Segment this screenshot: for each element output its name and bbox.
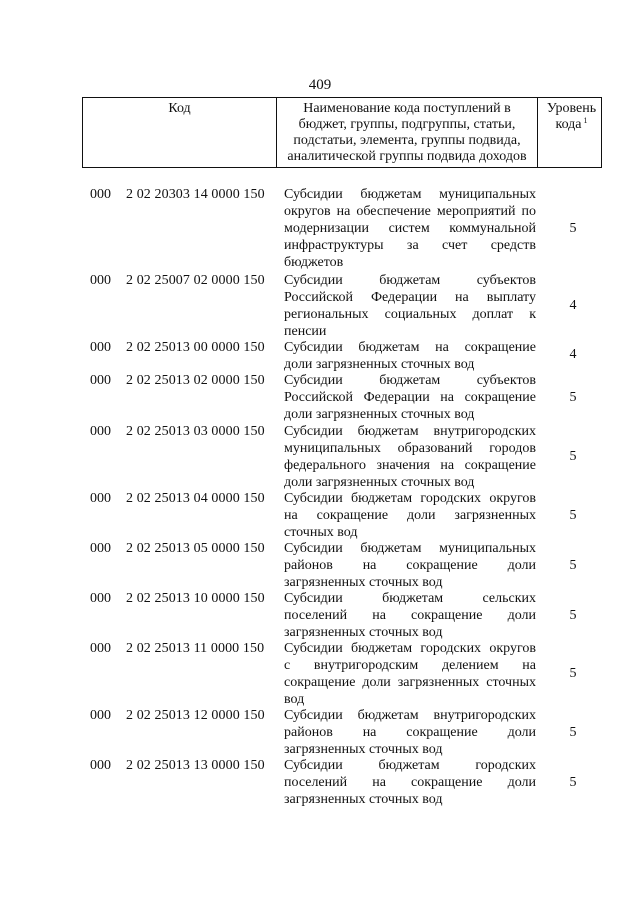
row-admin-code: 000: [90, 641, 111, 656]
row-name-line: пенсии: [284, 324, 327, 339]
row-income-code: 2 02 25013 04 0000 150: [126, 491, 265, 506]
row-name-line: муниципальных образований городов: [284, 441, 536, 456]
row-income-code: 2 02 25007 02 0000 150: [126, 273, 265, 288]
row-name-line: Субсидии бюджетам на сокращение: [284, 340, 536, 355]
row-income-code: 2 02 25013 10 0000 150: [126, 591, 265, 606]
header-level-label: кода: [555, 117, 582, 132]
header-code: Код: [168, 101, 191, 116]
row-name-line: федерального значения на сокращение: [284, 458, 536, 473]
row-income-code: 2 02 20303 14 0000 150: [126, 187, 265, 202]
header-level-footnote: 1: [583, 116, 588, 125]
row-name-line: сточных вод: [284, 525, 358, 540]
row-name: [284, 423, 536, 491]
row-admin-code: 000: [90, 373, 111, 388]
row-name-line: модернизации систем коммунальной: [284, 221, 536, 236]
row-admin-code: 000: [90, 591, 111, 606]
row-name: [284, 490, 536, 541]
row-level: 5: [569, 390, 577, 405]
row-name-line: доли загрязненных сточных вод: [284, 357, 475, 372]
row-name-line: Российской Федерации на выплату: [284, 290, 536, 305]
row-name-line: загрязненных сточных вод: [284, 742, 443, 757]
page-number: 409: [308, 77, 332, 93]
row-name: [284, 757, 536, 808]
row-admin-code: 000: [90, 491, 111, 506]
row-income-code: 2 02 25013 12 0000 150: [126, 708, 265, 723]
row-level: 5: [569, 775, 577, 790]
row-name-line: Субсидии бюджетам муниципальных: [284, 541, 536, 556]
row-name-line: поселений на сокращение доли: [284, 608, 536, 623]
row-name-line: Субсидии бюджетам городских округов: [284, 641, 536, 656]
row-name-line: Субсидии бюджетам субъектов: [284, 273, 536, 288]
row-income-code: 2 02 25013 11 0000 150: [126, 641, 265, 656]
row-name-line: доли загрязненных сточных вод: [284, 475, 475, 490]
row-name: [284, 372, 536, 423]
row-income-code: 2 02 25013 05 0000 150: [126, 541, 265, 556]
row-name-line: Субсидии бюджетам городских округов: [284, 491, 536, 506]
row-name-line: сокращение доли загрязненных сточных: [284, 675, 536, 690]
row-income-code: 2 02 25013 13 0000 150: [126, 758, 265, 773]
row-name-line: вод: [284, 692, 305, 707]
row-name-line: Субсидии бюджетам субъектов: [284, 373, 536, 388]
row-name-line: региональных социальных доплат к: [284, 307, 536, 322]
row-name-line: округов на обеспечение мероприятий по: [284, 204, 536, 219]
row-income-code: 2 02 25013 00 0000 150: [126, 340, 265, 355]
row-name-line: Российской Федерации на сокращение: [284, 390, 536, 405]
row-admin-code: 000: [90, 541, 111, 556]
row-name-line: с внутригородским делением на: [284, 658, 536, 673]
header-name-line: Наименование кода поступлений в: [303, 101, 511, 116]
row-name: [284, 339, 536, 373]
row-name-line: загрязненных сточных вод: [284, 575, 443, 590]
row-name-line: поселений на сокращение доли: [284, 775, 536, 790]
row-name: [284, 186, 536, 271]
row-level: 4: [569, 347, 577, 362]
row-admin-code: 000: [90, 340, 111, 355]
row-level: 5: [569, 508, 577, 523]
row-name-line: Субсидии бюджетам сельских: [284, 591, 536, 606]
row-level: 5: [569, 608, 577, 623]
row-admin-code: 000: [90, 273, 111, 288]
row-name-line: районов на сокращение доли: [284, 558, 536, 573]
header-name-line: аналитической группы подвида доходов: [287, 149, 527, 164]
row-level: 4: [569, 298, 577, 313]
row-name-line: доли загрязненных сточных вод: [284, 407, 475, 422]
row-name: [284, 640, 536, 708]
row-admin-code: 000: [90, 758, 111, 773]
row-name-line: загрязненных сточных вод: [284, 625, 443, 640]
row-name-line: Субсидии бюджетам внутригородских: [284, 708, 536, 723]
row-level: 5: [569, 221, 577, 236]
row-name-line: загрязненных сточных вод: [284, 792, 443, 807]
row-admin-code: 000: [90, 708, 111, 723]
row-income-code: 2 02 25013 02 0000 150: [126, 373, 265, 388]
row-name-line: Субсидии бюджетам муниципальных: [284, 187, 536, 202]
row-level: 5: [569, 725, 577, 740]
row-name: [284, 707, 536, 758]
row-level: 5: [569, 558, 577, 573]
row-level: 5: [569, 449, 577, 464]
header-name-line: бюджет, группы, подгруппы, статьи,: [298, 117, 516, 132]
row-name: [284, 272, 536, 340]
row-name: [284, 540, 536, 591]
row-income-code: 2 02 25013 03 0000 150: [126, 424, 265, 439]
row-admin-code: 000: [90, 424, 111, 439]
row-admin-code: 000: [90, 187, 111, 202]
row-name-line: бюджетов: [284, 255, 344, 270]
row-name-line: районов на сокращение доли: [284, 725, 536, 740]
row-name-line: Субсидии бюджетам городских: [284, 758, 536, 773]
row-name-line: на сокращение доли загрязненных: [284, 508, 536, 523]
row-level: 5: [569, 666, 577, 681]
header-level-line1: Уровень: [546, 101, 597, 116]
row-name-line: Субсидии бюджетам внутригородских: [284, 424, 536, 439]
row-name-line: инфраструктуры за счет средств: [284, 238, 536, 253]
header-name-line: подстатьи, элемента, группы подвида,: [293, 133, 521, 148]
row-name: [284, 590, 536, 641]
